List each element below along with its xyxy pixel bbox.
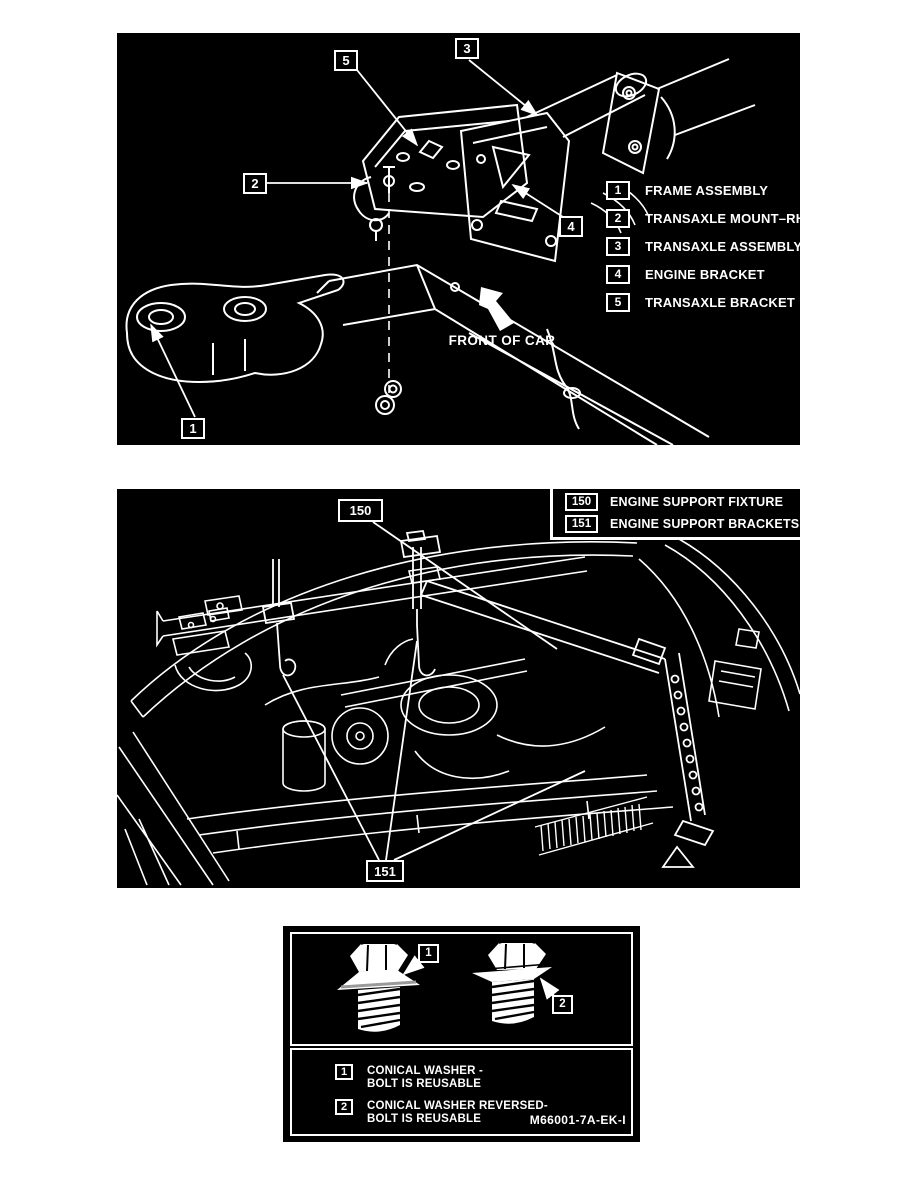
legend-row	[606, 236, 805, 256]
legend-key-box: 150	[565, 493, 598, 511]
legend-label	[367, 1065, 483, 1091]
front-of-car-arrow-icon	[479, 287, 514, 331]
legend-row	[606, 180, 805, 200]
callout-2: 2	[552, 995, 573, 1014]
legend-label-line1: CONICAL WASHER REVERSED-	[367, 1100, 548, 1112]
legend-row	[606, 208, 805, 228]
front-of-car-label: FRONT OF CAR	[448, 333, 556, 348]
callout-1: 1	[181, 418, 205, 439]
figure2-legend	[550, 489, 800, 540]
figure-transaxle-mount	[117, 33, 806, 445]
legend-label	[367, 1100, 548, 1126]
callout-3: 3	[455, 38, 479, 59]
callout-2: 2	[243, 173, 267, 194]
legend-row	[606, 292, 805, 312]
legend-label: TRANSAXLE MOUNT–RH	[645, 210, 806, 226]
callout-151: 151	[366, 860, 404, 882]
legend-label: ENGINE SUPPORT FIXTURE	[610, 495, 784, 509]
legend-key-box: 3	[606, 237, 630, 256]
legend-key-box: 5	[606, 293, 630, 312]
legend-row	[606, 264, 805, 284]
figure1-legend	[606, 180, 805, 312]
callout-4: 4	[559, 216, 583, 237]
figure2-line-art	[117, 489, 800, 888]
legend-row	[565, 493, 800, 511]
legend-key-box: 4	[606, 265, 630, 284]
legend-label: FRAME ASSEMBLY	[645, 182, 769, 198]
legend-label-line1: CONICAL WASHER -	[367, 1065, 484, 1077]
legend-row	[565, 515, 800, 533]
legend-label: TRANSAXLE ASSEMBLY	[645, 238, 803, 254]
legend-key-box: 2	[335, 1099, 353, 1115]
legend-label: ENGINE BRACKET	[645, 266, 765, 282]
figure-engine-support-fixture	[117, 489, 800, 888]
legend-key-box: 1	[335, 1064, 353, 1080]
bolt-reversed-washer-drawing	[472, 940, 552, 1024]
callout-5: 5	[334, 50, 358, 71]
legend-key-box: 151	[565, 515, 598, 533]
legend-label-line2: BOLT IS REUSABLE	[367, 1078, 482, 1090]
legend-label-line2: BOLT IS REUSABLE	[367, 1113, 482, 1125]
callout-150: 150	[338, 499, 383, 522]
legend-label: ENGINE SUPPORT BRACKETS	[610, 517, 800, 531]
callout-1: 1	[418, 944, 439, 963]
legend-label: TRANSAXLE BRACKET	[645, 294, 796, 310]
legend-key-box: 2	[606, 209, 630, 228]
bolt-conical-washer-drawing	[337, 941, 420, 1032]
legend-key-box: 1	[606, 181, 630, 200]
figure-code: M66001-7A-EK-I	[529, 1113, 626, 1127]
figure-conical-washer-bolts	[283, 926, 640, 1142]
